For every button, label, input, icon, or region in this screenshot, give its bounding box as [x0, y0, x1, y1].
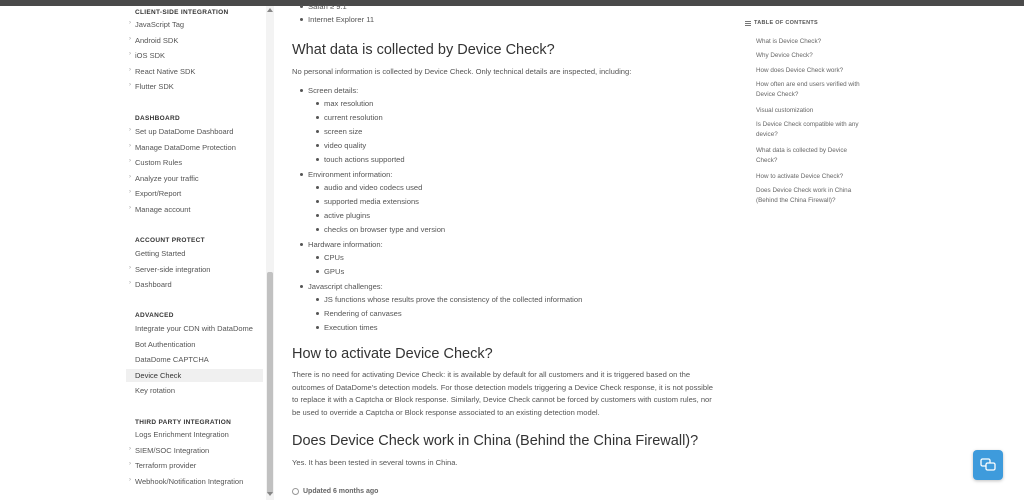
chevron-right-icon: › [129, 280, 131, 287]
chevron-right-icon: › [129, 461, 131, 468]
list-item: Screen details: [308, 86, 359, 95]
sub-list-item: current resolution [324, 113, 383, 123]
sidebar-item[interactable] [126, 428, 263, 441]
heading-activate: How to activate Device Check? [292, 346, 493, 362]
sidebar-item[interactable] [126, 49, 263, 62]
sidebar-item[interactable] [126, 444, 263, 457]
toc-item[interactable]: Is Device Check compatible with any device? [756, 121, 859, 138]
chevron-right-icon: › [129, 66, 131, 73]
sidebar-item-label: Manage DataDome Protection [135, 142, 236, 152]
sidebar-item-label: Logs Enrichment Integration [135, 430, 229, 439]
sidebar-item-label: Dashboard [135, 280, 172, 290]
paragraph-activate: There is no need for activating Device Check: it is available by default for all customers and it is triggered based on the outcomes of DataDome's detection models. For those detection models triggering a Device Check response, it is not possible to replace it with a Captcha or Block response. Similarly, Device Check cannot be forced by customers with custom rules, nor be used to override a Captcha or Block response associated to an existing detection model. [292, 370, 714, 417]
chevron-right-icon: › [129, 158, 131, 165]
list-item: Environment information: [308, 170, 393, 179]
sidebar-item[interactable] [126, 65, 263, 78]
sidebar-item[interactable] [126, 459, 263, 472]
clock-icon [292, 488, 299, 495]
updated-label: Updated 6 months ago [303, 488, 379, 495]
sidebar-item-label: Custom Rules [135, 158, 183, 168]
sidebar-nav [0, 6, 264, 500]
chevron-right-icon: › [129, 205, 131, 211]
list-item: Javascript challenges: [308, 281, 383, 291]
toc-item[interactable]: Visual customization [756, 107, 814, 114]
sidebar-item[interactable] [126, 247, 263, 260]
sidebar-item[interactable] [126, 34, 263, 47]
heading-china: Does Device Check work in China (Behind the China Firewall)? [292, 433, 699, 449]
sidebar-item[interactable] [126, 384, 263, 397]
list-item: Hardware information: [308, 239, 383, 249]
section-title: ACCOUNT PROTECT [135, 237, 205, 244]
sidebar-item-label: Export/Report [135, 189, 182, 199]
sidebar-item-label: JavaScript Tag [135, 20, 185, 29]
sub-list-item: Execution times [324, 322, 378, 332]
sidebar-item-label: Analyze your traffic [135, 173, 199, 183]
chevron-right-icon: › [129, 142, 131, 149]
list-item: Internet Explorer 11 [308, 15, 375, 24]
chevron-right-icon: › [129, 20, 131, 26]
list-item: Safari ≥ 9.1 [308, 2, 347, 11]
toc-item[interactable]: Why Device Check? [756, 52, 813, 59]
toc-item[interactable]: What is Device Check? [756, 38, 822, 45]
sidebar-item-label: Server-side integration [135, 264, 211, 274]
sidebar-item-label: Android SDK [135, 35, 179, 45]
sub-list-item: video quality [324, 141, 367, 151]
sidebar-item-label: Getting Started [135, 249, 186, 258]
toc-item[interactable]: How to activate Device Check? [756, 173, 844, 180]
sub-list-item: GPUs [324, 267, 345, 276]
chevron-right-icon: › [129, 476, 131, 483]
sub-list-item: screen size [324, 127, 363, 137]
sub-list-item: active plugins [324, 211, 371, 221]
article-content [292, 2, 722, 500]
sidebar-item[interactable] [126, 18, 263, 31]
chat-button[interactable] [973, 450, 1003, 480]
section-title: THIRD PARTY INTEGRATION [135, 419, 232, 426]
sub-list-item: max resolution [324, 99, 374, 108]
toc-item[interactable]: Does Device Check work in China (Behind the China Firewall)? [756, 187, 852, 204]
sidebar-item[interactable] [126, 322, 263, 335]
sub-list-item: audio and video codecs used [324, 183, 423, 192]
sidebar-item-label: Bot Authentication [135, 339, 196, 349]
sidebar-item-label: iOS SDK [135, 51, 166, 61]
chat-bubbles-icon [980, 458, 996, 472]
chevron-right-icon: › [129, 189, 131, 196]
sidebar-item-label: SIEM/SOC Integration [135, 445, 210, 455]
sidebar-item-label: Manage account [135, 205, 191, 214]
chevron-right-icon: › [129, 173, 131, 180]
sub-list-item: touch actions supported [324, 155, 405, 165]
sidebar-item[interactable] [126, 187, 263, 200]
sidebar-item[interactable] [126, 172, 263, 185]
section-title: CLIENT-SIDE INTEGRATION [135, 9, 229, 16]
chevron-right-icon: › [129, 51, 131, 58]
chevron-right-icon: › [129, 82, 131, 89]
toc-title-text: TABLE OF CONTENTS [754, 20, 818, 26]
scroll-down-arrow[interactable] [267, 492, 273, 496]
list-icon [745, 21, 751, 26]
sub-list-item: supported media extensions [324, 197, 419, 207]
sidebar-item[interactable] [126, 141, 263, 154]
scroll-thumb[interactable] [267, 272, 273, 494]
sidebar-item-label: Flutter SDK [135, 82, 174, 92]
sidebar-item-label: Set up DataDome Dashboard [135, 127, 234, 136]
sidebar-item[interactable] [126, 203, 263, 216]
chevron-right-icon: › [129, 264, 131, 271]
paragraph-china: Yes. It has been tested in several towns in China. [292, 458, 458, 467]
chevron-right-icon: › [129, 445, 131, 452]
section-title: DASHBOARD [135, 115, 180, 122]
toc-item[interactable]: How often are end users verified with Device Check? [756, 81, 860, 98]
sidebar-item[interactable] [126, 156, 263, 169]
sidebar-item-label: Terraform provider [135, 461, 197, 471]
sidebar-item[interactable] [126, 338, 263, 351]
toc-item[interactable]: What data is collected by Device Check? [756, 147, 847, 164]
sidebar-item[interactable] [126, 369, 263, 382]
chevron-right-icon: › [129, 127, 131, 133]
heading-data-collected: What data is collected by Device Check? [292, 42, 555, 58]
sidebar-item[interactable] [126, 263, 263, 276]
sidebar-item[interactable] [126, 475, 263, 488]
paragraph-intro: No personal information is collected by Device Check. Only technical details are inspected, including: [292, 67, 632, 76]
sidebar-item-label: Integrate your CDN with DataDome [135, 324, 253, 333]
sub-list-item: checks on browser type and version [324, 225, 446, 235]
sub-list-item: CPUs [324, 252, 344, 262]
sidebar-item-label: DataDome CAPTCHA [135, 355, 209, 365]
sidebar-item-label: Webhook/Notification Integration [135, 476, 244, 486]
section-title: ADVANCED [135, 312, 174, 319]
toc-title [745, 20, 818, 26]
updated-info [292, 488, 378, 495]
sidebar-item-label: React Native SDK [135, 66, 196, 76]
sidebar-item[interactable] [126, 80, 263, 93]
toc-item[interactable]: How does Device Check work? [756, 67, 844, 74]
sidebar-item-label: Device Check [135, 370, 182, 380]
sub-list-item: JS functions whose results prove the consistency of the collected information [324, 294, 583, 304]
chevron-right-icon: › [129, 35, 131, 42]
sidebar-item[interactable] [126, 125, 263, 138]
sidebar-item[interactable] [126, 278, 263, 291]
scroll-up-arrow[interactable] [267, 8, 273, 12]
sub-list-item: Rendering of canvases [324, 308, 402, 318]
sidebar-item-label: Key rotation [135, 386, 176, 396]
sidebar-item[interactable] [126, 353, 263, 366]
